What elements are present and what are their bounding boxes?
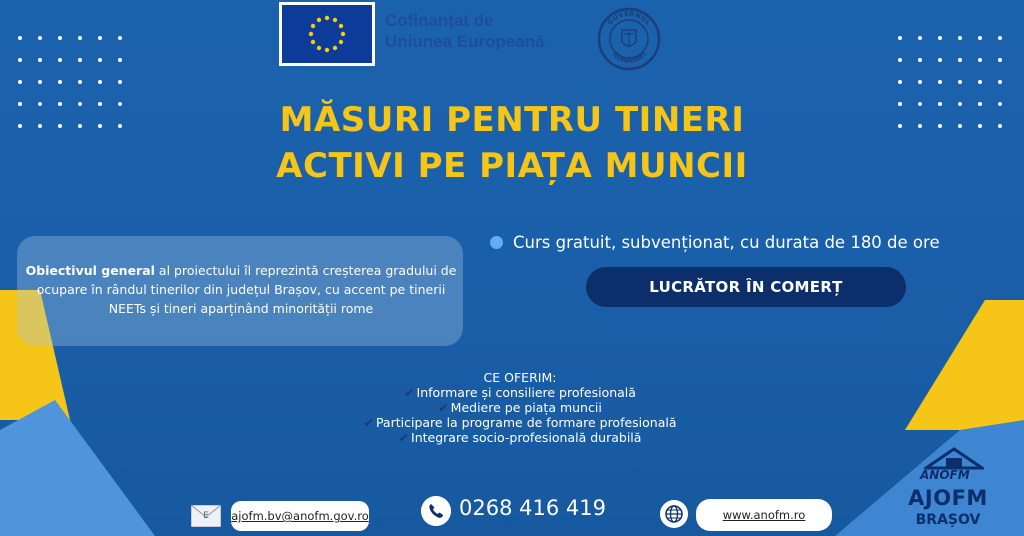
offer-item-label: Integrare socio-profesională durabilă	[411, 430, 642, 445]
check-icon: ✔	[398, 430, 410, 445]
logo-ajofm-text: AJOFM	[908, 486, 988, 510]
email-link[interactable]: ajofm.bv@anofm.gov.ro	[231, 501, 369, 531]
title-line-1: MĂSURI PENTRU TINERI	[279, 100, 745, 140]
title-line-2: ACTIVI PE PIAȚA MUNCII	[276, 146, 748, 186]
offer-item	[330, 385, 710, 400]
website-link[interactable]: www.anofm.ro	[696, 499, 832, 531]
svg-text:ROMÂNIEI	[610, 50, 647, 65]
objective-text	[25, 261, 457, 318]
offer-item-label: Mediere pe piața muncii	[450, 400, 602, 415]
anofm-house-icon	[924, 446, 984, 470]
objective-body: al proiectului îl reprezintă creșterea gradului de ocupare în rândul tinerilor din județul Brașov, cu accent pe tinerii NEETs și tineri aparținând minorității rome	[36, 263, 457, 316]
objective-bold: Obiectivul general	[25, 263, 155, 278]
logo-city-text: BRAȘOV	[915, 512, 981, 528]
offer-item	[330, 400, 710, 415]
eu-cofinancing-text	[385, 10, 545, 52]
bullet-dot-icon	[490, 236, 503, 249]
mail-icon	[191, 505, 221, 527]
objective-box	[17, 236, 463, 346]
offer-list	[330, 370, 710, 445]
offer-item	[330, 430, 710, 445]
check-icon: ✔	[404, 385, 415, 400]
course-text: Curs gratuit, subvenționat, cu durata de 180 de ore	[513, 233, 940, 252]
gov-seal-bottom-text: ROMÂNIEI	[610, 50, 648, 66]
gov-seal-top-text: GUVERNUL	[605, 9, 653, 27]
phone-number[interactable]: 0268 416 419	[459, 496, 606, 520]
course-name-pill: LUCRĂTOR ÎN COMERȚ	[586, 267, 906, 307]
globe-icon	[660, 500, 688, 528]
mail-icon-letter: E	[203, 511, 209, 521]
check-icon: ✔	[438, 400, 449, 415]
eu-line-1: Cofinanțat de	[385, 11, 494, 30]
course-info	[490, 233, 940, 252]
check-icon: ✔	[363, 415, 374, 430]
offer-item	[330, 415, 710, 430]
phone-icon	[421, 496, 451, 526]
offer-heading: CE OFERIM:	[483, 370, 557, 385]
eu-line-2: Uniunea Europeană	[385, 32, 545, 51]
government-seal-icon	[596, 6, 662, 72]
offer-item-label: Participare la programe de formare profesională	[375, 415, 677, 430]
eu-flag-icon	[279, 2, 375, 66]
logo-anofm-text: ANOFM	[920, 468, 970, 482]
offer-item-label: Informare și consiliere profesională	[416, 385, 636, 400]
